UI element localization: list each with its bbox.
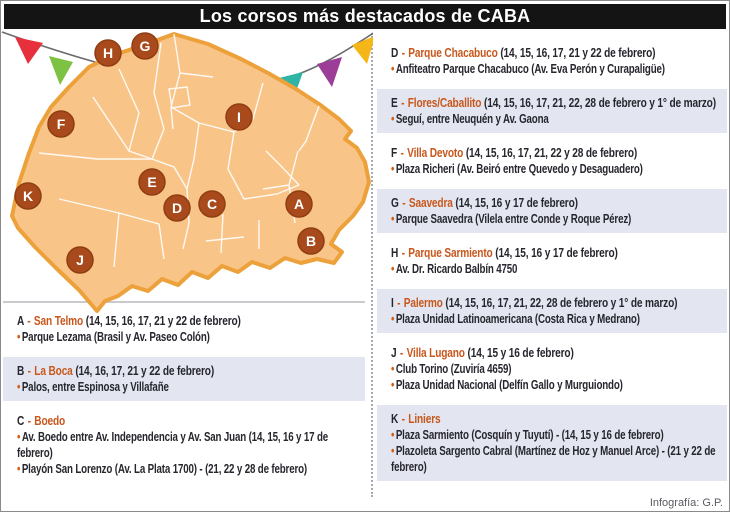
bullet-line: • Playón San Lorenzo (Av. La Plata 1700) - (21, 22 y 28 de febrero): [17, 462, 308, 476]
entry-dates: (14, 15, 16, 17, 21, 22 y 28 de febrero): [465, 145, 638, 160]
bullet-line: • Av. Dr. Ricardo Balbín 4750: [391, 262, 518, 276]
marker-letter: I: [237, 109, 241, 125]
bullet-dot-icon: •: [391, 262, 395, 276]
entry-bullets: [391, 61, 721, 77]
bullet-line: • Plazoleta Sargento Cabral (Martínez de Hoz y Manuel Arce) - (21 y 22 de febrero): [391, 444, 716, 474]
entry-separator: -: [27, 363, 31, 378]
marker-letter: E: [147, 174, 157, 190]
entry-letter: G: [391, 195, 399, 210]
corso-entry: [377, 39, 727, 83]
entry-dates: (14, 15, 16 y 17 de febrero): [495, 245, 618, 260]
bullet-dot-icon: •: [391, 378, 395, 392]
bullet-line: • Av. Boedo entre Av. Independencia y Av. San Juan (14, 15, 16 y 17 de febrero): [17, 430, 329, 460]
right-entry-column: [377, 39, 727, 487]
entry-neighborhood: Boedo: [34, 413, 66, 428]
marker-letter: G: [139, 38, 151, 54]
entry-separator: -: [401, 411, 405, 426]
entry-heading: [391, 194, 721, 211]
bullet-line: • Club Torino (Zuviría 4659): [391, 362, 512, 376]
entry-heading: [391, 144, 721, 161]
entry-letter: H: [391, 245, 399, 260]
bullet-dot-icon: •: [17, 462, 21, 476]
entry-bullets: [391, 161, 721, 177]
bullet-line: • Plaza Richeri (Av. Beiró entre Quevedo y Desaguadero): [391, 162, 643, 176]
entry-neighborhood: San Telmo: [33, 313, 84, 328]
entry-neighborhood: Saavedra: [408, 195, 453, 210]
entry-dates: (14, 15, 16 y 17 de febrero): [455, 195, 578, 210]
bullet-line: • Parque Saavedra (Vilela entre Conde y Roque Pérez): [391, 212, 632, 226]
caba-map: [1, 27, 373, 319]
entry-heading: [391, 44, 721, 61]
bullet-dot-icon: •: [17, 430, 21, 444]
bullet-line: • Palos, entre Espinosa y Villafañe: [17, 380, 169, 394]
bullet-dot-icon: •: [391, 428, 395, 442]
bullet-dot-icon: •: [391, 112, 395, 126]
marker-letter: J: [76, 252, 84, 268]
bullet-dot-icon: •: [391, 212, 395, 226]
page-title: Los corsos más destacados de CABA: [4, 4, 726, 29]
entry-heading: [391, 344, 721, 361]
map-marker-d: [164, 195, 190, 221]
entry-separator: -: [401, 45, 405, 60]
entry-dates: (14, 16, 17, 21 y 22 de febrero): [75, 363, 215, 378]
corso-entry: [377, 89, 727, 133]
entry-letter: I: [391, 295, 394, 310]
entry-separator: -: [401, 245, 405, 260]
entry-bullets: [391, 111, 721, 127]
entry-dates: (14, 15 y 16 de febrero): [467, 345, 574, 360]
map-marker-i: [226, 104, 252, 130]
bullet-line: • Plaza Unidad Nacional (Delfín Gallo y Murguiondo): [391, 378, 623, 392]
corso-entry: [377, 139, 727, 183]
entry-neighborhood: Flores/Caballito: [407, 95, 482, 110]
entry-separator: -: [400, 145, 404, 160]
map-marker-b: [298, 228, 324, 254]
left-entry-column: [3, 307, 365, 489]
entry-neighborhood: Liniers: [408, 411, 441, 426]
corso-entry: [3, 407, 365, 483]
bullet-line: • Plaza Sarmiento (Cosquín y Tuyutí) - (14, 15 y 16 de febrero): [391, 428, 664, 442]
corso-entry: [377, 405, 727, 481]
bullet-dot-icon: •: [391, 312, 395, 326]
entry-letter: C: [17, 413, 25, 428]
entry-letter: F: [391, 145, 398, 160]
bullet-dot-icon: •: [17, 380, 21, 394]
entry-dates: (14, 15, 16, 17, 21, 22, 28 de febrero y 1° de marzo): [483, 95, 716, 110]
bullet-line: • Plaza Unidad Latinoamericana (Costa Rica y Medrano): [391, 312, 640, 326]
map-marker-h: [95, 40, 121, 66]
map-marker-e: [139, 169, 165, 195]
entry-letter: J: [391, 345, 397, 360]
bullet-line: • Parque Lezama (Brasil y Av. Paseo Colón): [17, 330, 210, 344]
entry-separator: -: [399, 345, 404, 360]
entry-separator: -: [27, 313, 31, 328]
marker-letter: A: [293, 196, 305, 212]
green-pennant-icon: [49, 56, 73, 85]
entry-heading: [391, 294, 721, 311]
marker-letter: H: [102, 45, 114, 61]
entry-dates: (14, 15, 16, 17, 21 y 22 de febrero): [85, 313, 241, 328]
map-marker-g: [132, 33, 158, 59]
entry-bullets: [391, 211, 721, 227]
entry-neighborhood: Villa Devoto: [407, 145, 464, 160]
entry-letter: B: [17, 363, 25, 378]
corso-entry: [3, 357, 365, 401]
entry-heading: [391, 410, 721, 427]
entry-bullets: [391, 311, 721, 327]
entry-heading: [17, 362, 359, 379]
entry-separator: -: [27, 413, 31, 428]
corso-entry: [377, 289, 727, 333]
entry-neighborhood: La Boca: [34, 363, 73, 378]
bullet-line: • Anfiteatro Parque Chacabuco (Av. Eva Perón y Curapaligüe): [391, 62, 665, 76]
map-marker-f: [48, 111, 74, 137]
corso-entry: [377, 189, 727, 233]
bullet-dot-icon: •: [391, 362, 395, 376]
marker-letter: D: [171, 200, 183, 216]
map-marker-j: [67, 247, 93, 273]
bullet-line: • Seguí, entre Neuquén y Av. Gaona: [391, 112, 549, 126]
entry-dates: (14, 15, 16, 17, 21, 22, 28 de febrero y 1° de marzo): [445, 295, 678, 310]
marker-letter: F: [56, 116, 66, 132]
entry-letter: D: [391, 45, 399, 60]
bullet-dot-icon: •: [391, 444, 395, 458]
entry-neighborhood: Palermo: [403, 295, 443, 310]
entry-heading: [391, 244, 721, 261]
marker-letter: B: [305, 233, 317, 249]
entry-heading: [17, 412, 359, 429]
entry-separator: -: [397, 295, 401, 310]
entry-bullets: [391, 361, 721, 393]
marker-letter: K: [22, 188, 34, 204]
entry-neighborhood: Parque Sarmiento: [408, 245, 493, 260]
entry-letter: E: [391, 95, 398, 110]
red-pennant-icon: [15, 37, 43, 64]
entry-bullets: [17, 329, 359, 345]
corso-entry: [377, 339, 727, 399]
entry-separator: -: [402, 195, 406, 210]
map-marker-c: [199, 191, 225, 217]
map-marker-k: [15, 183, 41, 209]
entry-letter: K: [391, 411, 399, 426]
bullet-dot-icon: •: [17, 330, 21, 344]
entry-neighborhood: Villa Lugano: [406, 345, 465, 360]
corso-entry: [377, 239, 727, 283]
map-marker-a: [286, 191, 312, 217]
entry-neighborhood: Parque Chacabuco: [408, 45, 498, 60]
bullet-dot-icon: •: [391, 62, 395, 76]
bullet-dot-icon: •: [391, 162, 395, 176]
entry-dates: (14, 15, 16, 17, 21 y 22 de febrero): [500, 45, 656, 60]
entry-bullets: [17, 379, 359, 395]
marker-letter: C: [206, 196, 218, 212]
entry-bullets: [391, 261, 721, 277]
entry-bullets: [391, 427, 721, 475]
purple-pennant-icon: [317, 57, 342, 87]
entry-separator: -: [401, 95, 405, 110]
entry-heading: [391, 94, 721, 111]
entry-letter: A: [17, 313, 24, 328]
credit-text: Infografía: G.P.: [646, 497, 723, 509]
entry-bullets: [17, 429, 359, 477]
